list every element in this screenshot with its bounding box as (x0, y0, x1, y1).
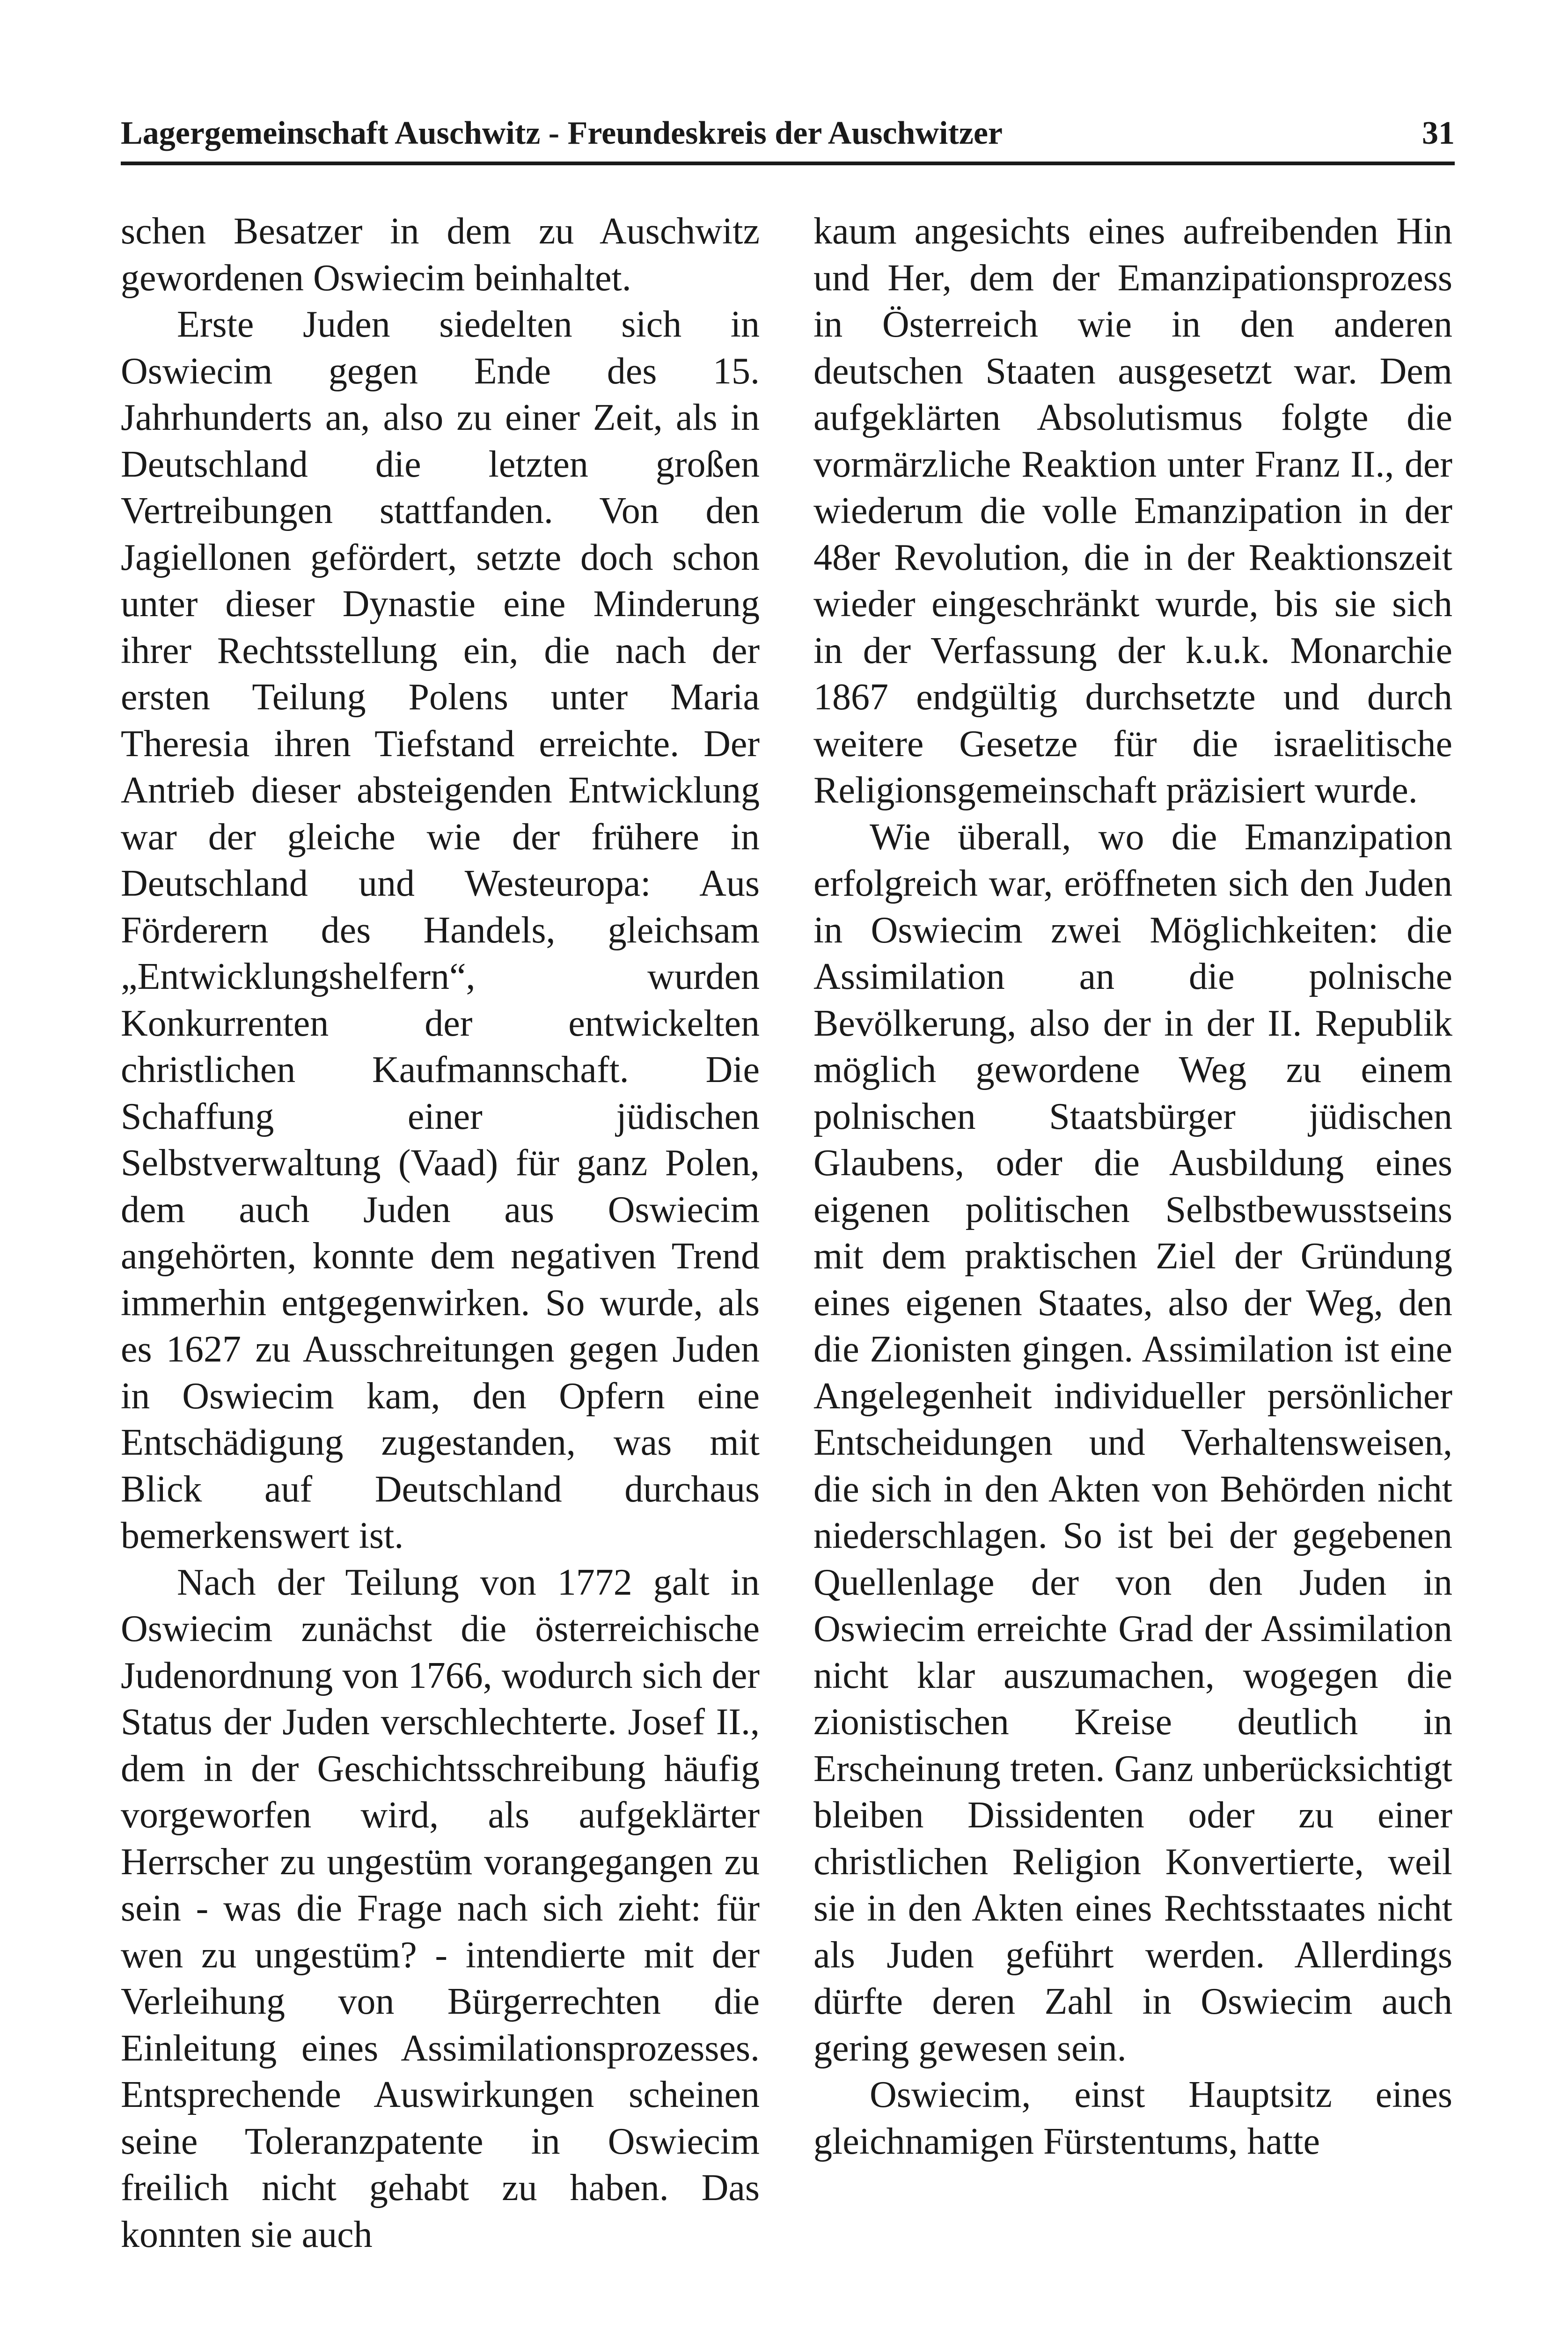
running-header (121, 110, 1455, 157)
page-number: 31 (1422, 115, 1455, 151)
paragraph: Wie überall, wo die Emanzipation erfolgreich war, eröffneten sich den Juden in Oswiecim zwei Möglichkeiten: die Assimilation an die polnische Bevölkerung, also der in der II. Republik möglich gewordene Weg zu einem polnischen Staatsbürger jüdischen Glaubens, oder die Ausbildung eines eigenen politischen Selbstbewusstseins mit dem praktischen Ziel der Gründung eines eigenen Staates, also der Weg, den die Zionisten gingen. Assimilation ist eine Angelegenheit individueller persönlicher Entscheidungen und Verhaltensweisen, die sich in den Akten von Behörden nicht niederschlagen. So ist bei der gegebenen Quellenlage der von den Juden in Oswiecim erreichte Grad der Assimilation nicht klar auszumachen, wogegen die zionistischen Kreise deutlich in Erscheinung treten. Ganz unberücksichtigt bleiben Dissidenten oder zu einer christlichen Religion Konvertierte, weil sie in den Akten eines Rechtsstaates nicht als Juden geführt werden. Allerdings dürfte deren Zahl in Oswiecim auch gering gewesen sein. (813, 816, 1452, 2069)
right-column (813, 208, 1452, 2165)
left-column (121, 208, 760, 2258)
paragraph: schen Besatzer in dem zu Auschwitz gewordenen Oswiecim beinhaltet. (121, 211, 760, 299)
header-rule (121, 162, 1455, 165)
paragraph: Oswiecim, einst Hauptsitz eines gleichnamigen Fürstentums, hatte (813, 2074, 1452, 2162)
paragraph: kaum angesichts eines aufreibenden Hin und Her, dem der Emanzipationsprozess in Österreich wie in den anderen deutschen Staaten ausgesetzt war. Dem aufgeklärten Absolutismus folgte die vormärzliche Reaktion unter Franz II., der wiederum die volle Emanzipation in der 48er Revolution, die in der Reaktionszeit wieder eingeschränkt wurde, bis sie sich in der Verfassung der k.u.k. Monarchie 1867 endgültig durchsetzte und durch weitere Gesetze für die israelitische Religionsgemeinschaft präzisiert wurde. (813, 211, 1452, 811)
header-title: Lagergemeinschaft Auschwitz - Freundeskreis der Auschwitzer (121, 115, 1003, 151)
paragraph: Erste Juden siedelten sich in Oswiecim gegen Ende des 15. Jahrhunderts an, also zu einer Zeit, als in Deutschland die letzten großen Vertreibungen stattfanden. Von den Jagiellonen gefördert, setzte doch schon unter dieser Dynastie eine Minderung ihrer Rechtsstellung ein, die nach der ersten Teilung Polens unter Maria Theresia ihren Tiefstand erreichte. Der Antrieb dieser absteigenden Entwicklung war der gleiche wie der frühere in Deutschland und Westeuropa: Aus Förderern des Handels, gleichsam „Entwicklungshelfern“, wurden Konkurrenten der entwickelten christlichen Kaufmannschaft. Die Schaffung einer jüdischen Selbstverwaltung (Vaad) für ganz Polen, dem auch Juden aus Oswiecim angehörten, konnte dem negativen Trend immerhin entgegenwirken. So wurde, als es 1627 zu Ausschreitungen gegen Juden in Oswiecim kam, den Opfern eine Entschädigung zugestanden, was mit Blick auf Deutschland durchaus bemerkenswert ist. (121, 304, 760, 1556)
paragraph: Nach der Teilung von 1772 galt in Oswiecim zunächst die österreichische Judenordnung von 1766, wodurch sich der Status der Juden verschlechterte. Josef II., dem in der Geschichtsschreibung häufig vorgeworfen wird, als aufgeklärter Herrscher zu ungestüm vorangegangen zu sein - was die Frage nach sich zieht: für wen zu ungestüm? - intendierte mit der Verleihung von Bürgerrechten die Einleitung eines Assimilationsprozesses. Entsprechende Auswirkungen scheinen seine Toleranzpatente in Oswiecim freilich nicht gehabt zu haben. Das konnten sie auch (121, 1561, 760, 2255)
